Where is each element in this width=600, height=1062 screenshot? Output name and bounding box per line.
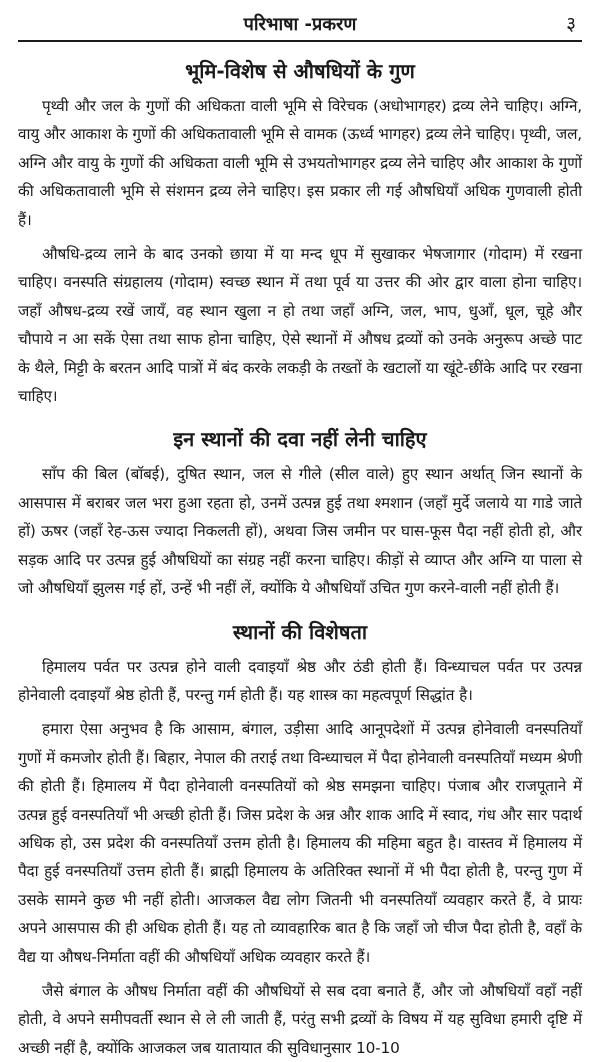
section-heading: भूमि-विशेष से औषधियों के गुण <box>18 58 582 84</box>
section-heading: इन स्थानों की दवा नहीं लेनी चाहिए <box>18 426 582 452</box>
paragraph: औषधि-द्रव्य लाने के बाद उनको छाया में या मन्द धूप में सुखाकर भेषजागार (गोदाम) में रखना चाहिए। वनस्पति संग्रहालय (गोदाम) स्वच्छ स्थान में तथा पूर्व या उत्तर की ओर द्वार वाला होना चाहिए। जहाँ औषध-द्रव्य रखें जायँ, वह स्थान खुला न हो तथा जहाँ अग्नि, जल, भाप, धुआँ, धूल, चूहे और चौपाये न आ सकें ऐसा तथा साफ होना चाहिए, ऐसे स्थानों में औषध द्रव्यों को उनके अनुरूप अच्छे पाट के थैले, मिट्टी के बरतन आदि पात्रों में बंद करके लकड़ी के तख्तों के खटालों या खूंटे-छींके आदि पर रखना चाहिए। <box>18 240 582 410</box>
section-place-specialty <box>18 619 582 1062</box>
paragraph: जैसे बंगाल के औषध निर्माता वहीं की औषधियों से सब दवा बनाते हैं, और जो औषधियाँ वहाँ नहीं होती, वे अपने समीपवर्ती स्थान से ले ली जाती हैं, परंतु सभी द्रव्यों के विषय में यह सुविधा हमारी दृष्टि में अच्छी नहीं है, क्योंकि आजकल जब यातायात की सुविधानुसार 10-10 <box>18 977 582 1062</box>
paragraph: साँप की बिल (बॉबई), दुषित स्थान, जल से गीले (सील वाले) हुए स्थान अर्थात् जिन स्थानों के आसपास में बराबर जल भरा हुआ रहता हो, उनमें उत्पन्न हुई तथा श्मशान (जहाँ मुर्दे जलाये या गाडे जाते हों) ऊषर (जहाँ रेह-ऊस ज्यादा निकलती हों), अथवा जिस जमीन पर घास-फूस पैदा नहीं होती हो, और सड़क आदि पर उत्पन्न हुई औषधियों का संग्रह नहीं करना चाहिए। कीड़ों से व्याप्त और अग्नि या पाला से जो औषधियाँ झुलस गई हों, उन्हें भी नहीं लें, क्योंकि ये औषधियाँ उचित गुण करने-वाली नहीं होती हैं। <box>18 460 582 602</box>
section-soil-properties <box>18 58 582 410</box>
running-title: परिभाषा -प्रकरण <box>18 12 582 36</box>
paragraph: हमारा ऐसा अनुभव है कि आसाम, बंगाल, उड़ीसा आदि आनूपदेशों में उत्पन्न होनेवाली वनस्पतियाँ गुणों में कमजोर होती हैं। बिहार, नेपाल की तराई तथा विन्ध्याचल में पैदा होनेवाली वनस्पतियाँ मध्यम श्रेणी की होती हैं। हिमालय में पैदा होनेवाली वनस्पतियों को श्रेष्ठ समझना चाहिए। पंजाब और राजपूताने में उत्पन्न हुई वनस्पतियाँ भी अच्छी होती हैं। जिस प्रदेश के अन्न और शाक आदि में स्वाद, गंध और सार पदार्थ अधिक हो, उस प्रदेश की वनस्पतियाँ उत्तम होती है। हिमालय की महिमा बहुत है। वास्तव में हिमालय में पैदा हुई वनस्पतियाँ उत्तम होती हैं। ब्राह्मी हिमालय के अतिरिक्त स्थानों में भी पैदा होती है, परन्तु गुण में उसके सामने कुछ भी नहीं होती। आजकल वैद्य लोग जितनी भी वनस्पतियाँ व्यवहार करते हैं, वे प्रायः अपने आसपास की ही अधिक होती हैं। यह तो व्यावहारिक बात है कि जहाँ जो चीज पैदा होती है, वहाँ के वैद्य या औषध-निर्माता वहीं की औषधियाँ अधिक व्यवहार करते हैं। <box>18 715 582 971</box>
page-header <box>18 6 582 42</box>
page-number: ३ <box>566 10 576 36</box>
section-avoid-places <box>18 426 582 602</box>
section-heading: स्थानों की विशेषता <box>18 619 582 645</box>
paragraph: हिमालय पर्वत पर उत्पन्न होने वाली दवाइयाँ श्रेष्ठ और ठंडी होती हैं। विन्ध्याचल पर्वत पर उत्पन्न होनेवाली दवाइयाँ श्रेष्ठ होती हैं, परन्तु गर्म होती हैं। यह शास्त्र का महत्वपूर्ण सिद्धांत है। <box>18 653 582 710</box>
paragraph: पृथ्वी और जल के गुणों की अधिकता वाली भूमि से विरेचक (अधोभागहर) द्रव्य लेने चाहिए। अग्नि, वायु और आकाश के गुणों की अधिकतावाली भूमि से वामक (ऊर्ध्व भागहर) द्रव्य लेने चाहिए। पृथ्वी, जल, अग्नि और वायु के गुणों की अधिकता वाली भूमि से उभयतोभागहर द्रव्य लेने चाहिए और आकाश के गुणों की अधिकतावाली भूमि से संशमन द्रव्य लेने चाहिए। इस प्रकार ली गई औषधियाँ अधिक गुणवाली होती हैं। <box>18 92 582 234</box>
